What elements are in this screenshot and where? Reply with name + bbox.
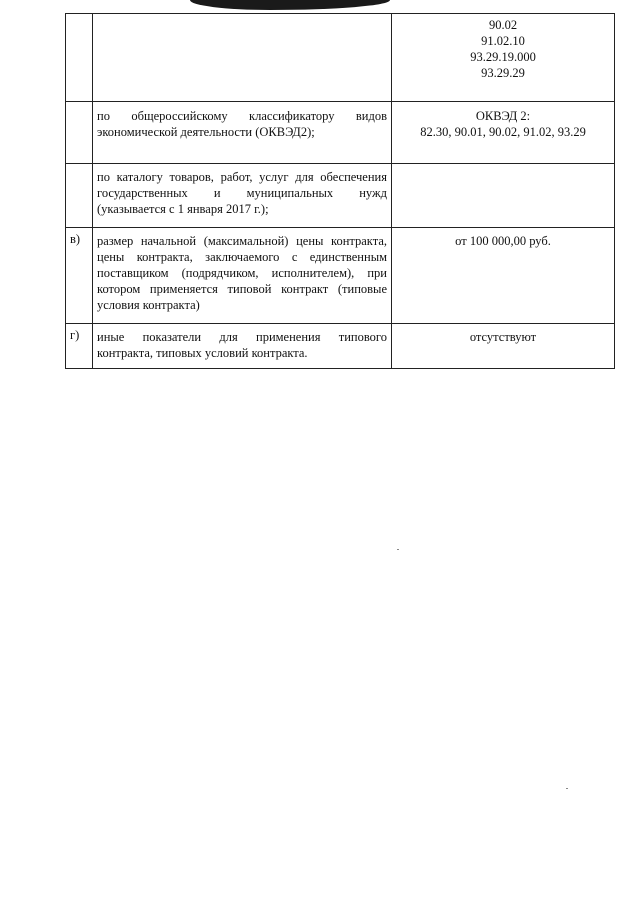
table-row	[66, 324, 615, 369]
desc-line: котором применяется типовой контракт (типовые	[97, 282, 387, 296]
desc-line: размер начальной (максимальной) цены контракта,	[97, 234, 387, 248]
row-description	[93, 228, 392, 324]
scan-speck	[566, 788, 568, 789]
row-value	[392, 102, 615, 164]
row-description	[93, 102, 392, 164]
scan-artifact	[190, 0, 390, 10]
desc-line: цены контракта, заключаемого с единственным	[97, 250, 387, 264]
table-row	[66, 164, 615, 228]
row-letter	[66, 102, 93, 164]
desc-line: государственных и муниципальных нужд	[97, 186, 387, 200]
desc-line: контракта, типовых условий контракта.	[97, 346, 308, 360]
value-line: 90.02	[488, 18, 518, 32]
value-line: от 100 000,00 руб.	[455, 234, 551, 248]
row-description	[93, 324, 392, 369]
desc-line: поставщиком (подрядчиком, исполнителем), при	[97, 266, 387, 280]
value-line: 93.29.29	[481, 66, 525, 80]
scan-speck	[397, 549, 399, 550]
row-letter: г)	[66, 324, 93, 369]
desc-line: по общероссийскому классификатору видов	[97, 109, 387, 123]
row-value	[392, 324, 615, 369]
row-description	[93, 14, 392, 102]
value-line: 93.29.19.000	[470, 50, 536, 64]
row-letter: в)	[66, 228, 93, 324]
desc-line: иные показатели для применения типового	[97, 330, 387, 344]
desc-line: (указывается с 1 января 2017 г.);	[97, 202, 269, 216]
row-letter	[66, 14, 93, 102]
row-value	[392, 228, 615, 324]
row-letter	[66, 164, 93, 228]
value-line: 82.30, 90.01, 90.02, 91.02, 93.29	[420, 125, 586, 139]
value-line: 91.02.10	[481, 34, 525, 48]
row-value	[392, 164, 615, 228]
table-row	[66, 228, 615, 324]
desc-line: экономической деятельности (ОКВЭД2);	[97, 125, 315, 139]
desc-line: по каталогу товаров, работ, услуг для обеспечения	[97, 170, 387, 184]
table-row	[66, 102, 615, 164]
value-line: отсутствуют	[469, 330, 537, 344]
document-table	[65, 13, 615, 369]
row-description	[93, 164, 392, 228]
desc-line: условия контракта)	[97, 298, 200, 312]
value-line: ОКВЭД 2:	[475, 109, 531, 123]
row-value	[392, 14, 615, 102]
table-row	[66, 14, 615, 102]
